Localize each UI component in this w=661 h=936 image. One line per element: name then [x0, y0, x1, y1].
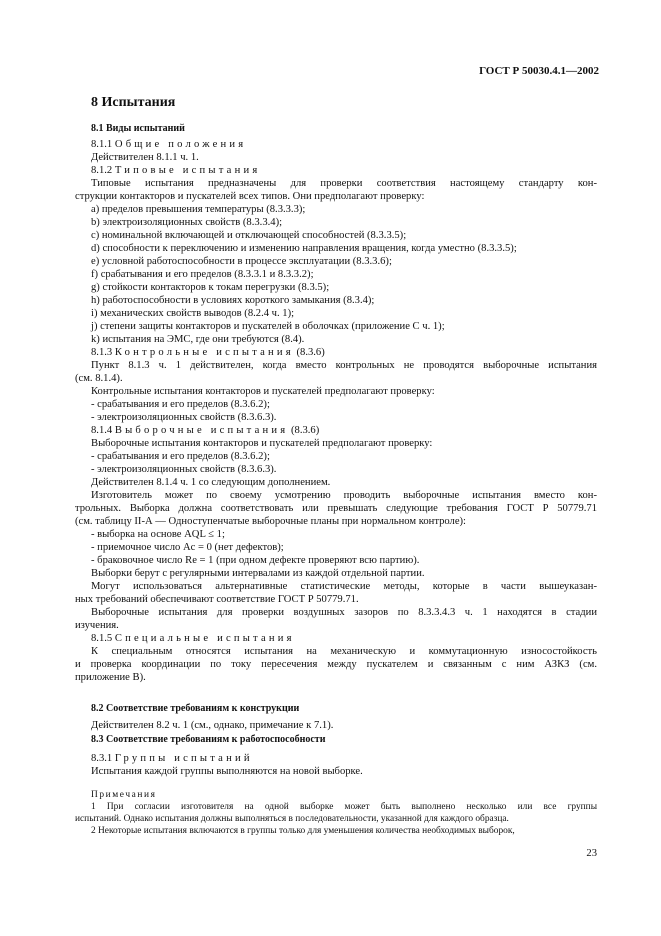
clause-8-1-4-item-1: - срабатывания и его пределов (8.3.6.2);	[91, 451, 270, 462]
subsection-title-8-2: 8.2 Соответствие требованиям к конструкции	[91, 703, 300, 714]
list-item-i: i) механических свойств выводов (8.2.4 ч. 1);	[91, 308, 295, 319]
note-2: 2 Некоторые испытания включаются в группы только для уменьшения количества необходимых выборок,	[91, 826, 515, 836]
clause-8-1-4-text-5-line2: ных требований обеспечивают соответствие ГОСТ Р 50779.71.	[75, 594, 359, 605]
clause-8-1-4-text-3-line1: Изготовитель может по своему усмотрению проводить выборочные испытания вместо кон-	[91, 490, 597, 501]
clause-8-1-2-heading: 8.1.2 Типовые испытания	[91, 165, 261, 176]
section-title: 8 Испытания	[91, 95, 176, 110]
clause-8-1-4-text-3-line2: трольных. Выборка должна соответствовать или превышать следующие требования ГОСТ Р 50779.71	[75, 503, 597, 514]
subsection-title-8-1: 8.1 Виды испытаний	[91, 123, 185, 134]
clause-8-1-4-item-3: - выборка на основе AQL ≤ 1;	[91, 529, 225, 540]
clause-8-1-4-text-3-line3: (см. таблицу II-А — Одноступенчатые выборочные планы при нормальном контроле):	[75, 516, 467, 527]
clause-8-1-4-text-2: Действителен 8.1.4 ч. 1 со следующим дополнением.	[91, 477, 331, 488]
clause-8-1-1-text: Действителен 8.1.1 ч. 1.	[91, 152, 199, 163]
list-item-h: h) работоспособности в условиях короткого замыкания (8.3.4);	[91, 295, 375, 306]
clause-8-1-5-text-line2: и проверка координации по току пересечения между пускателем и связанным с ним АЗКЗ (см.	[75, 659, 597, 670]
subsection-title-8-3: 8.3 Соответствие требованиям к работоспособности	[91, 734, 326, 745]
clause-8-1-4-text-6-line1: Выборочные испытания для проверки воздушных зазоров по 8.3.3.4.3 ч. 1 находятся в стадии	[91, 607, 597, 618]
clause-8-1-4-item-5: - браковочное число Re = 1 (при одном дефекте проверяют всю партию).	[91, 555, 420, 566]
clause-8-1-2-intro-line1: Типовые испытания предназначены для проверки соответствия настоящему стандарту кон-	[91, 178, 597, 189]
clause-8-1-4-heading: 8.1.4 Выборочные испытания (8.3.6)	[91, 425, 320, 436]
list-item-g: g) стойкости контакторов к токам перегрузки (8.3.5);	[91, 282, 330, 293]
note-1-line1: 1 При согласии изготовителя на одной выборке может быть выполнено несколько или все группы	[91, 802, 597, 812]
clause-8-1-3-text-line1: Пункт 8.1.3 ч. 1 действителен, когда вместо контрольных не проводятся выборочные испытания	[91, 360, 597, 371]
clause-8-1-3-text-line3: Контрольные испытания контакторов и пускателей предполагают проверку:	[91, 386, 435, 397]
notes-title: Примечания	[91, 790, 157, 800]
clause-8-1-4-item-2: - электроизоляционных свойств (8.3.6.3).	[91, 464, 277, 475]
clause-8-1-5-text-line3: приложение В).	[75, 672, 146, 683]
document-code: ГОСТ Р 50030.4.1—2002	[479, 65, 599, 77]
note-1-line2: испытаний. Однако испытания должны выполняться в последовательности, указанной для каждого образца.	[75, 814, 509, 824]
clause-8-3-1-text: Испытания каждой группы выполняются на новой выборке.	[91, 766, 363, 777]
list-item-e: e) условной работоспособности в процессе эксплуатации (8.3.3.6);	[91, 256, 392, 267]
list-item-a: a) пределов превышения температуры (8.3.3.3);	[91, 204, 306, 215]
clause-8-1-3-item-1: - срабатывания и его пределов (8.3.6.2);	[91, 399, 270, 410]
clause-8-1-4-text-4: Выборки берут с регулярными интервалами из каждой отдельной партии.	[91, 568, 425, 579]
clause-8-1-3-text-line2: (см. 8.1.4).	[75, 373, 123, 384]
clause-8-1-3-item-2: - электроизоляционных свойств (8.3.6.3).	[91, 412, 277, 423]
clause-8-1-4-item-4: - приемочное число Ac = 0 (нет дефектов);	[91, 542, 284, 553]
clause-8-1-1-heading: 8.1.1 Общие положения	[91, 139, 247, 150]
list-item-d: d) способности к переключению и изменению направления вращения, когда уместно (8.3.3.5);	[91, 243, 517, 254]
page-number: 23	[586, 848, 597, 859]
list-item-f: f) срабатывания и его пределов (8.3.3.1 и 8.3.3.2);	[91, 269, 314, 280]
clause-8-1-5-heading: 8.1.5 Специальные испытания	[91, 633, 295, 644]
clause-8-3-1-heading: 8.3.1 Группы испытаний	[91, 753, 253, 764]
clause-8-1-4-text-6-line2: изучения.	[75, 620, 119, 631]
clause-8-1-4-text-1: Выборочные испытания контакторов и пускателей предполагают проверку:	[91, 438, 433, 449]
clause-8-1-4-text-5-line1: Могут использоваться альтернативные статистические методы, которые в части вышеуказан-	[91, 581, 597, 592]
list-item-c: c) номинальной включающей и отключающей способностей (8.3.3.5);	[91, 230, 407, 241]
clause-8-2-text: Действителен 8.2 ч. 1 (см., однако, примечание к 7.1).	[91, 720, 334, 731]
clause-8-1-5-text-line1: К специальным относятся испытания на механическую и коммутационную износостойкость	[91, 646, 597, 657]
clause-8-1-2-intro-line2: струкции контакторов и пускателей всех типов. Они предполагают проверку:	[75, 191, 425, 202]
clause-8-1-3-heading: 8.1.3 Контрольные испытания (8.3.6)	[91, 347, 325, 358]
list-item-k: k) испытания на ЭМС, где они требуются (8.4).	[91, 334, 305, 345]
list-item-j: j) степени защиты контакторов и пускателей в оболочках (приложение С ч. 1);	[91, 321, 445, 332]
list-item-b: b) электроизоляционных свойств (8.3.3.4);	[91, 217, 283, 228]
